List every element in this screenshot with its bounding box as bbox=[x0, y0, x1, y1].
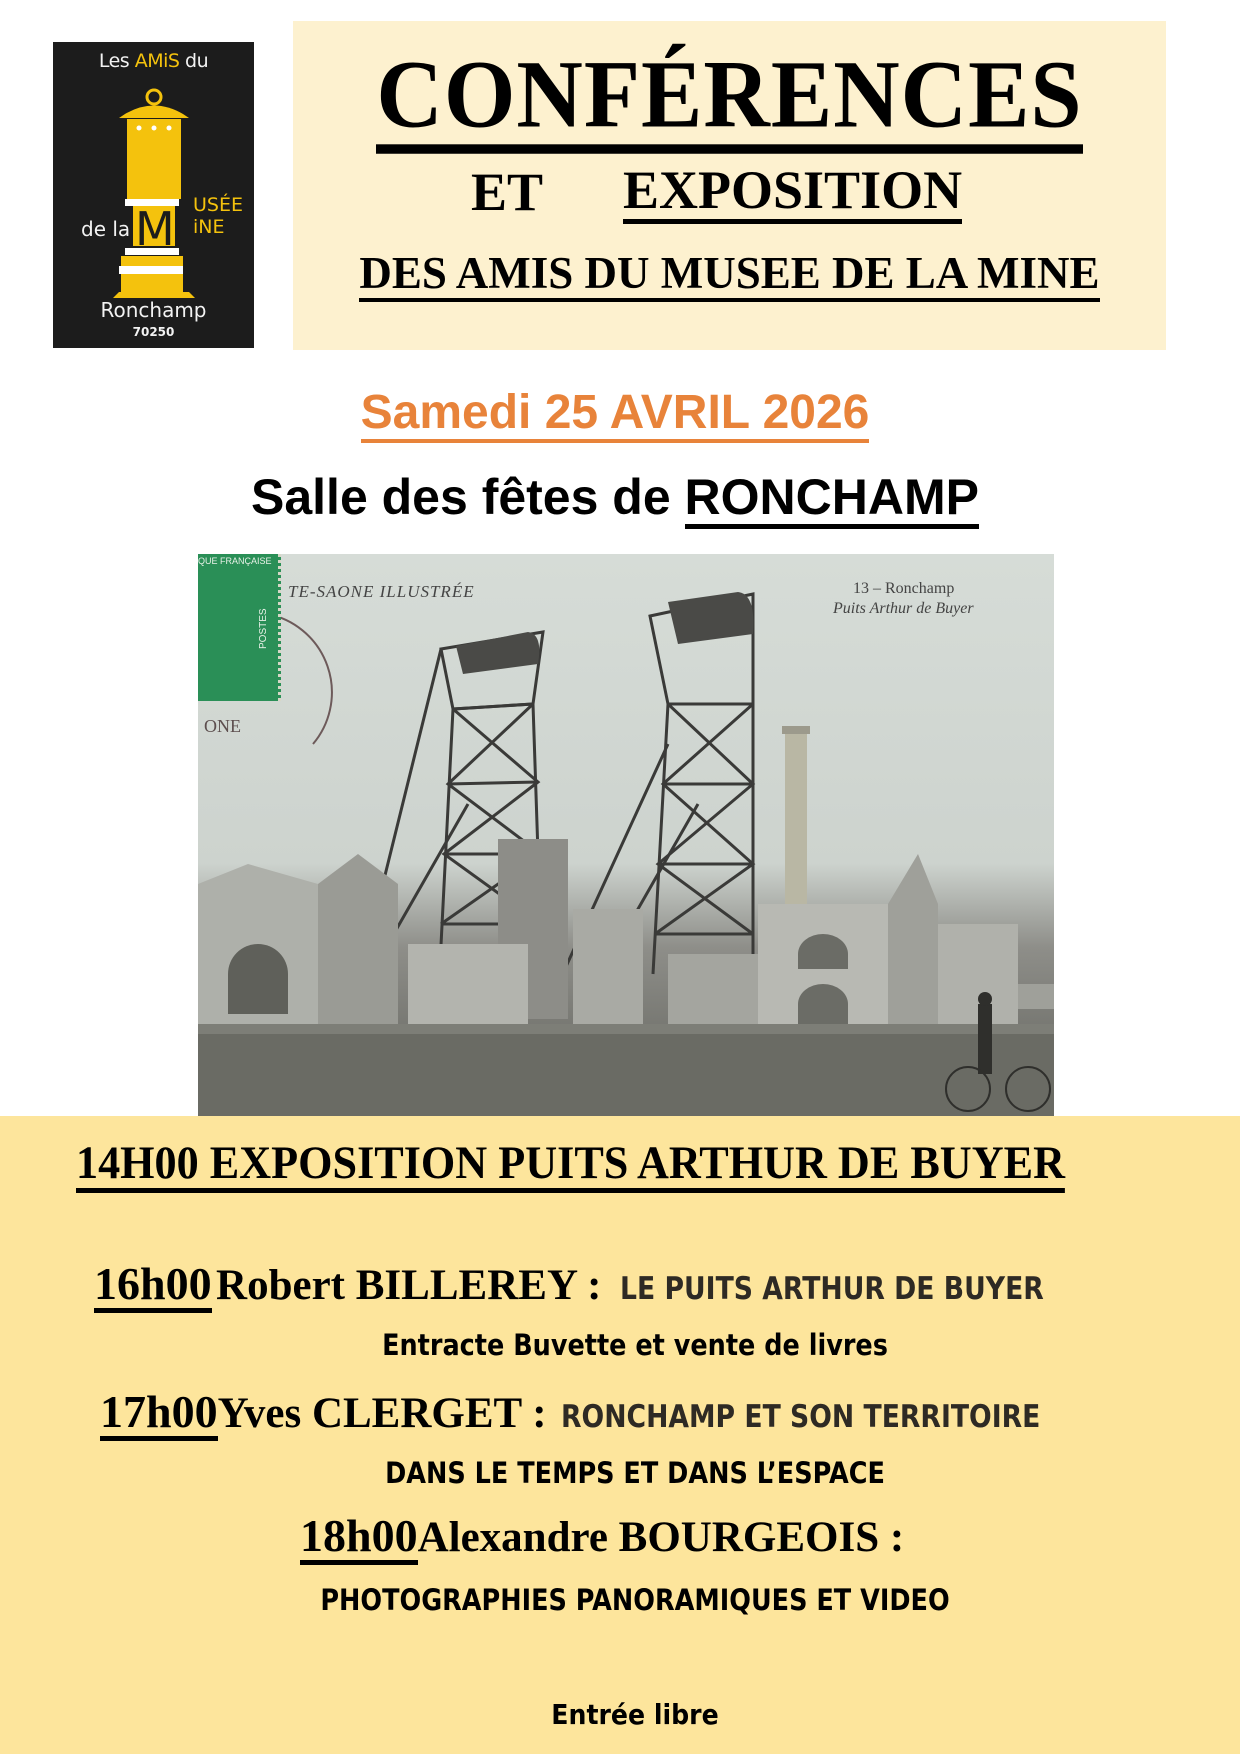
exhibition-line: 14H00 EXPOSITION PUITS ARTHUR DE BUYER bbox=[76, 1138, 1065, 1193]
talk-row-3 bbox=[300, 1512, 904, 1565]
title-et: ET bbox=[471, 162, 544, 222]
talk-time: 17h00 bbox=[100, 1388, 218, 1441]
event-date: Samedi 25 AVRIL 2026 bbox=[0, 385, 1230, 443]
logo-musee-mine: USÉE iNE bbox=[193, 194, 243, 238]
talk-subtitle: DANS LE TEMPS ET DANS L’ESPACE bbox=[385, 1456, 885, 1490]
admission-note: Entrée libre bbox=[551, 1698, 719, 1731]
postcard-photo-puits-arthur-de-buyer bbox=[198, 554, 1054, 1116]
logo-heading: Les AMiS du bbox=[98, 50, 209, 72]
mine-headframes-illustration bbox=[198, 554, 1054, 1116]
talk-subtitle: PHOTOGRAPHIES PANORAMIQUES ET VIDEO bbox=[320, 1583, 950, 1617]
association-logo bbox=[53, 42, 254, 348]
talk-speaker: Robert BILLEREY : bbox=[216, 1262, 602, 1309]
postcard-caption-title: Puits Arthur de Buyer bbox=[833, 600, 974, 617]
talk-speaker: Alexandre BOURGEOIS : bbox=[417, 1514, 905, 1561]
svg-text:M: M bbox=[135, 202, 175, 256]
talk-topic: RONCHAMP ET SON TERRITOIRE bbox=[560, 1399, 1041, 1435]
logo-city: Ronchamp bbox=[100, 298, 207, 322]
talk-speaker: Yves CLERGET : bbox=[217, 1390, 547, 1437]
talk-time: 18h00 bbox=[300, 1512, 418, 1565]
postcard-caption-left: TE-SAONE ILLUSTRÉE bbox=[288, 582, 475, 601]
title-organizer: DES AMIS DU MUSEE DE LA MINE bbox=[293, 247, 1166, 302]
program-panel bbox=[0, 1116, 1240, 1754]
talk-time: 16h00 bbox=[94, 1260, 212, 1313]
talk-topic: LE PUITS ARTHUR DE BUYER bbox=[619, 1271, 1044, 1307]
talk-subtitle: Entracte Buvette et vente de livres bbox=[382, 1328, 888, 1362]
title-banner bbox=[293, 21, 1166, 350]
logo-dela: de la bbox=[81, 217, 131, 241]
logo-zip: 70250 bbox=[132, 325, 175, 339]
talk-row-2 bbox=[100, 1388, 1118, 1441]
title-exposition: EXPOSITION bbox=[623, 161, 962, 224]
svg-text:ONE: ONE bbox=[204, 716, 241, 736]
postcard-caption-number: 13 – Ronchamp bbox=[853, 580, 955, 597]
event-venue: Salle des fêtes de RONCHAMP bbox=[0, 468, 1230, 529]
main-title: CONFÉRENCES bbox=[293, 38, 1166, 154]
postage-stamp: QUE FRANÇAISE POSTES bbox=[198, 554, 281, 701]
talk-row-1 bbox=[94, 1260, 1113, 1313]
